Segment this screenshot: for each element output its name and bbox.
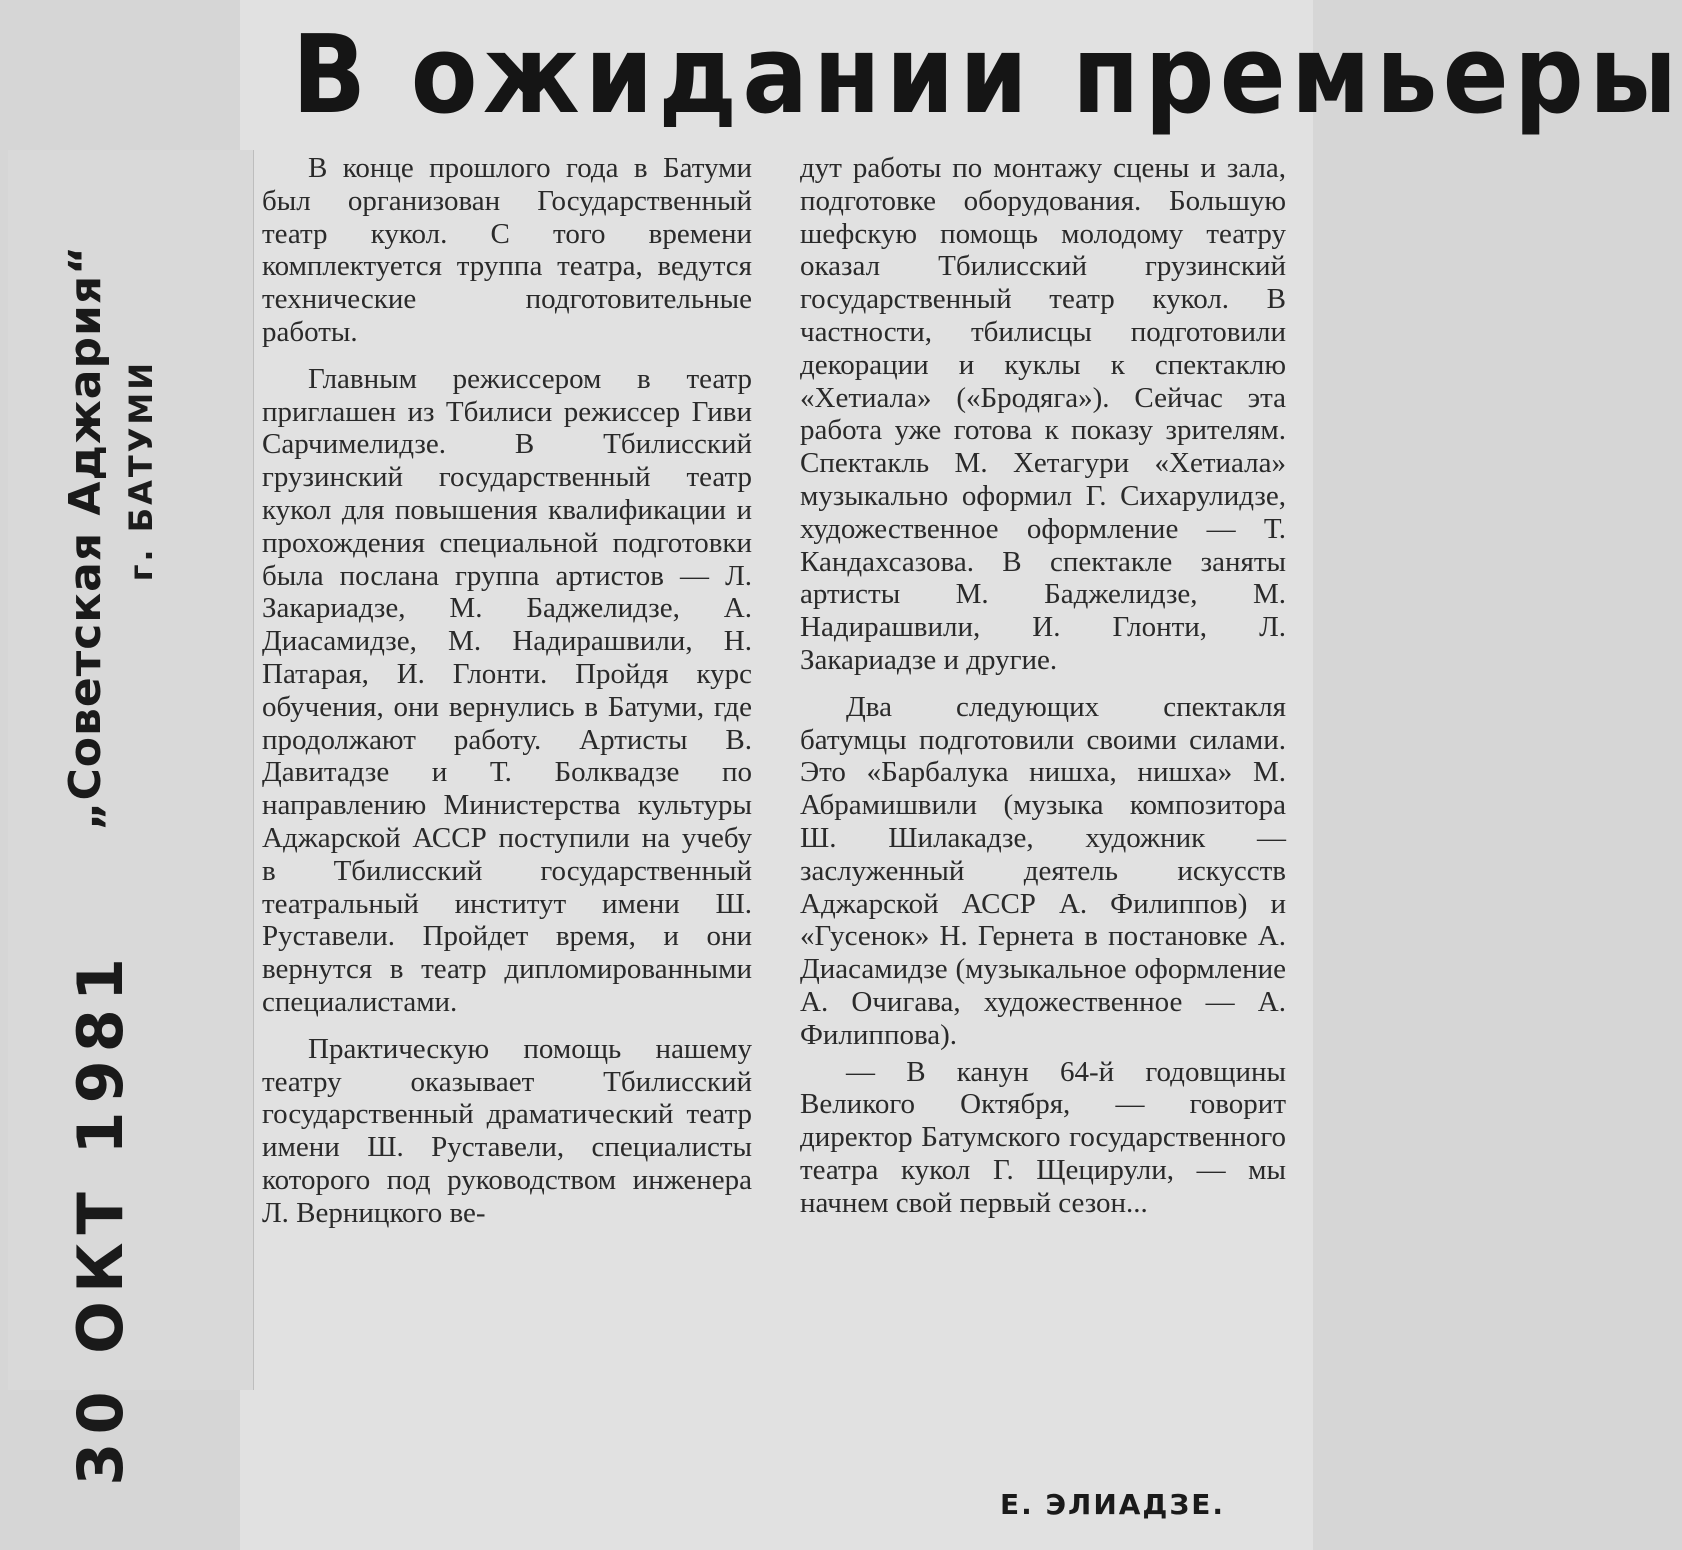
article-column-right xyxy=(800,152,1286,1220)
paragraph: Главным режиссером в театр приглашен из Тбилиси режиссер Гиви Сарчимелидзе. В Тбилисский грузинский государственный театр кукол для повышения квалификации и прохождения специальной подготовки была послана группа артистов — Л. Закариадзе, М. Баджелидзе, А. Диасамидзе, М. Надирашвили, Н. Патарая, И. Глонти. Пройдя курс обучения, они вернулись в Батуми, где продолжают работу. Артисты В. Давитадзе и Т. Болквадзе по направлению Министерства культуры Аджарской АССР поступили на учебу в Тбилисский государственный театральный институт имени Ш. Руставели. Пройдет время, и они вернутся в театр дипломированными специалистами. xyxy=(262,362,752,1018)
stamp-date: 30 ОКТ 1981 xyxy=(64,950,137,1486)
author-signature: Е. ЭЛИАДЗЕ. xyxy=(1000,1488,1226,1521)
stamp-newspaper-name: „Советская Аджария“ xyxy=(60,245,111,831)
stamp-city: г. БАТУМИ xyxy=(122,360,160,582)
paragraph: — В канун 64-й годовщины Великого Октября, — говорит директор Батумского государственного театра кукол Г. Щецирули, — мы начнем свой первый сезон... xyxy=(800,1055,1286,1219)
article-headline: В ожидании премьеры xyxy=(292,13,1682,138)
paragraph: Практическую помощь нашему театру оказывает Тбилисский государственный драматический театр имени Ш. Руставели, специалисты которого под руководством инженера Л. Верницкого ве- xyxy=(262,1032,752,1229)
paragraph: дут работы по монтажу сцены и зала, подготовке оборудования. Большую шефскую помощь молодому театру оказал Тбилисский грузинский государственный театр кукол. В частности, тбилисцы подготовили декорации и куклы к спектаклю «Хетиала» («Бродяга»). Сейчас эта работа уже готова к показу зрителям. Спектакль М. Хетагури «Хетиала» музыкально оформил Г. Сихарулидзе, художественное оформление — Т. Кандахсазова. В спектакле заняты артисты М. Баджелидзе, М. Надирашвили, И. Глонти, Л. Закариадзе и другие. xyxy=(800,152,1286,676)
paragraph: В конце прошлого года в Батуми был организован Государственный театр кукол. С того времени комплектуется труппа театра, ведутся технические подготовительные работы. xyxy=(262,152,752,348)
paragraph: Два следующих спектакля батумцы подготовили своими силами. Это «Барбалука нишха, нишха» М. Абрамишвили (музыка композитора Ш. Шилакадзе, художник — заслуженный деятель искусств Аджарской АССР А. Филиппов) и «Гусенок» Н. Гернета в постановке А. Диасамидзе (музыкальное оформление А. Очигава, художественное — А. Филиппова). xyxy=(800,690,1286,1051)
article-column-left xyxy=(262,152,752,1230)
